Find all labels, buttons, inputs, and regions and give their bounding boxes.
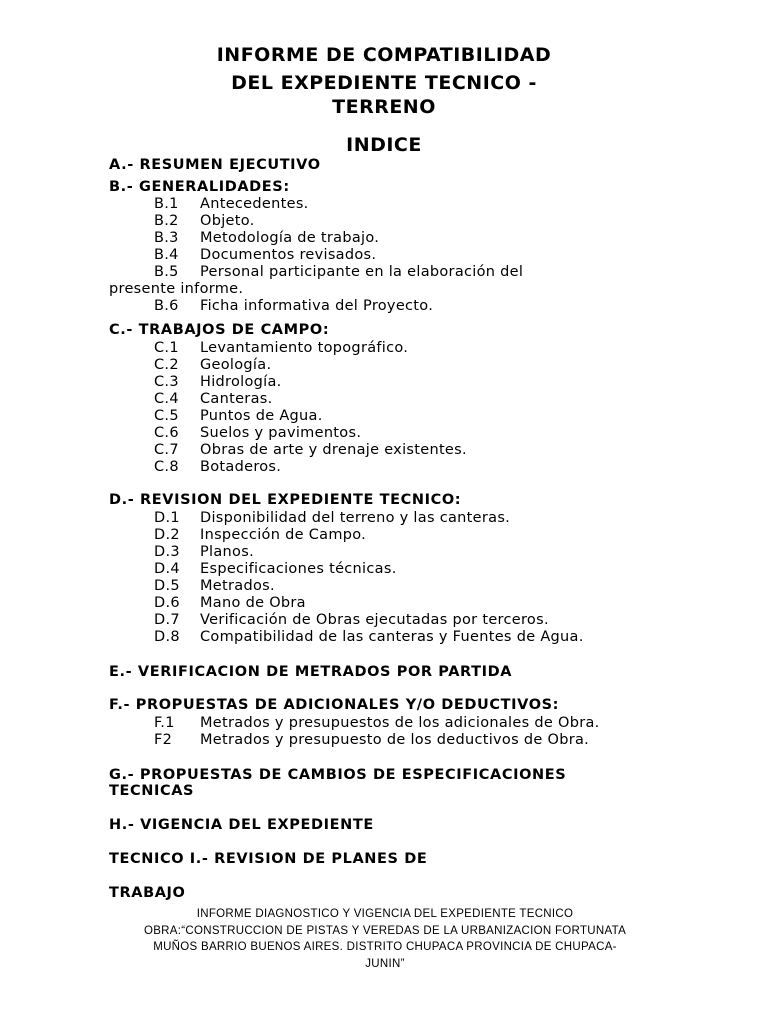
footer-line-3: MUÑOS BARRIO BUENOS AIRES. DISTRITO CHUPACA PROVINCIA DE CHUPACA- [153, 941, 617, 953]
footer-line-1: INFORME DIAGNOSTICO Y VIGENCIA DEL EXPEDIENTE TECNICO [196, 908, 574, 920]
item-text: Objeto. [200, 213, 255, 229]
section-f-heading: F.- PROPUESTAS DE ADICIONALES Y/O DEDUCTIVOS: [109, 697, 560, 713]
index-item-c4 [154, 391, 273, 408]
footer-line-4: JUNIN” [365, 957, 405, 970]
index-item-d5 [154, 578, 275, 595]
section-b-heading: B.- GENERALIDADES: [109, 179, 290, 195]
index-item-d3 [154, 544, 254, 561]
item-text: Geología. [200, 357, 272, 373]
item-code: C.2 [154, 357, 179, 373]
document-title-line-3: TERRENO [332, 96, 436, 118]
item-text: Obras de arte y drenaje existentes. [200, 442, 467, 458]
footer-line-2: OBRA:“CONSTRUCCION DE PISTAS Y VEREDAS DE LA URBANIZACION FORTUNATA [143, 924, 627, 937]
item-code: B.1 [154, 196, 179, 212]
item-text: Especificaciones técnicas. [200, 561, 397, 577]
section-c-heading: C.- TRABAJOS DE CAMPO: [109, 322, 330, 338]
index-item-d4 [154, 561, 397, 578]
item-code: C.5 [154, 408, 179, 424]
index-item-c7 [154, 442, 467, 459]
page-footer [110, 906, 660, 972]
index-item-f2 [154, 732, 589, 749]
index-item-b3 [154, 230, 379, 247]
item-code: C.8 [154, 459, 179, 475]
index-item-c1 [154, 340, 408, 357]
index-item-d8 [154, 629, 584, 646]
section-g-heading-line-2: TECNICAS [109, 783, 195, 799]
item-text: Metrados y presupuestos de los adicionales de Obra. [200, 715, 600, 731]
item-text: Hidrología. [200, 374, 282, 390]
index-item-b4 [154, 247, 376, 264]
item-code: B.2 [154, 213, 179, 229]
item-text: Compatibilidad de las canteras y Fuentes de Agua. [200, 629, 584, 645]
item-code: D.1 [154, 510, 180, 526]
index-item-b6 [154, 298, 433, 315]
item-code: F.1 [154, 715, 175, 731]
index-item-b5 [154, 264, 523, 281]
item-text: Metrados. [200, 578, 275, 594]
item-text: Verificación de Obras ejecutadas por terceros. [200, 612, 549, 628]
item-code: D.8 [154, 629, 180, 645]
item-code: B.6 [154, 298, 179, 314]
index-item-c6 [154, 425, 361, 442]
item-code: C.7 [154, 442, 179, 458]
section-g-heading-line-1: G.- PROPUESTAS DE CAMBIOS DE ESPECIFICACIONES [109, 767, 567, 783]
section-i-heading-line-2: TRABAJO [109, 885, 186, 901]
item-code: D.4 [154, 561, 180, 577]
item-text: Metodología de trabajo. [200, 230, 380, 246]
index-item-b5-continuation: presente informe. [109, 281, 244, 297]
item-text: Canteras. [200, 391, 273, 407]
item-text: Documentos revisados. [200, 247, 377, 263]
item-code: C.6 [154, 425, 179, 441]
item-code: D.5 [154, 578, 180, 594]
item-code: B.5 [154, 264, 179, 280]
item-code: F2 [154, 732, 173, 748]
item-code: D.6 [154, 595, 180, 611]
item-text: Inspección de Campo. [200, 527, 367, 543]
item-code: B.4 [154, 247, 179, 263]
item-text: Puntos de Agua. [200, 408, 323, 424]
item-text: Metrados y presupuesto de los deductivos de Obra. [200, 732, 590, 748]
item-text: Antecedentes. [200, 196, 309, 212]
item-code: D.7 [154, 612, 180, 628]
index-item-d7 [154, 612, 549, 629]
item-text: Disponibilidad del terreno y las canteras. [200, 510, 511, 526]
item-text: Suelos y pavimentos. [200, 425, 362, 441]
index-item-c8 [154, 459, 281, 476]
item-text: Planos. [200, 544, 254, 560]
index-item-f1 [154, 715, 600, 732]
item-code: C.3 [154, 374, 179, 390]
item-text: Levantamiento topográfico. [200, 340, 409, 356]
document-title-line-1: INFORME DE COMPATIBILIDAD [216, 44, 552, 66]
item-code: D.3 [154, 544, 180, 560]
item-code: B.3 [154, 230, 179, 246]
item-text: Botaderos. [200, 459, 282, 475]
index-item-b1 [154, 196, 309, 213]
document-title-line-2: DEL EXPEDIENTE TECNICO - [231, 72, 537, 94]
section-e-heading: E.- VERIFICACION DE METRADOS POR PARTIDA [109, 664, 513, 680]
item-code: D.2 [154, 527, 180, 543]
index-item-c5 [154, 408, 323, 425]
index-item-c2 [154, 357, 271, 374]
section-h-heading: H.- VIGENCIA DEL EXPEDIENTE [109, 817, 374, 833]
item-text: Ficha informativa del Proyecto. [200, 298, 434, 314]
index-item-b2 [154, 213, 255, 230]
index-item-d1 [154, 510, 510, 527]
item-text: Personal participante en la elaboración del [200, 264, 524, 280]
index-item-c3 [154, 374, 282, 391]
section-d-heading: D.- REVISION DEL EXPEDIENTE TECNICO: [109, 492, 462, 508]
section-a-heading: A.- RESUMEN EJECUTIVO [109, 157, 321, 173]
item-code: C.1 [154, 340, 179, 356]
index-heading: INDICE [346, 134, 422, 156]
index-item-d6 [154, 595, 306, 612]
item-text: Mano de Obra [200, 595, 306, 611]
item-code: C.4 [154, 391, 179, 407]
index-item-d2 [154, 527, 366, 544]
section-i-heading-line-1: TECNICO I.- REVISION DE PLANES DE [109, 851, 428, 867]
